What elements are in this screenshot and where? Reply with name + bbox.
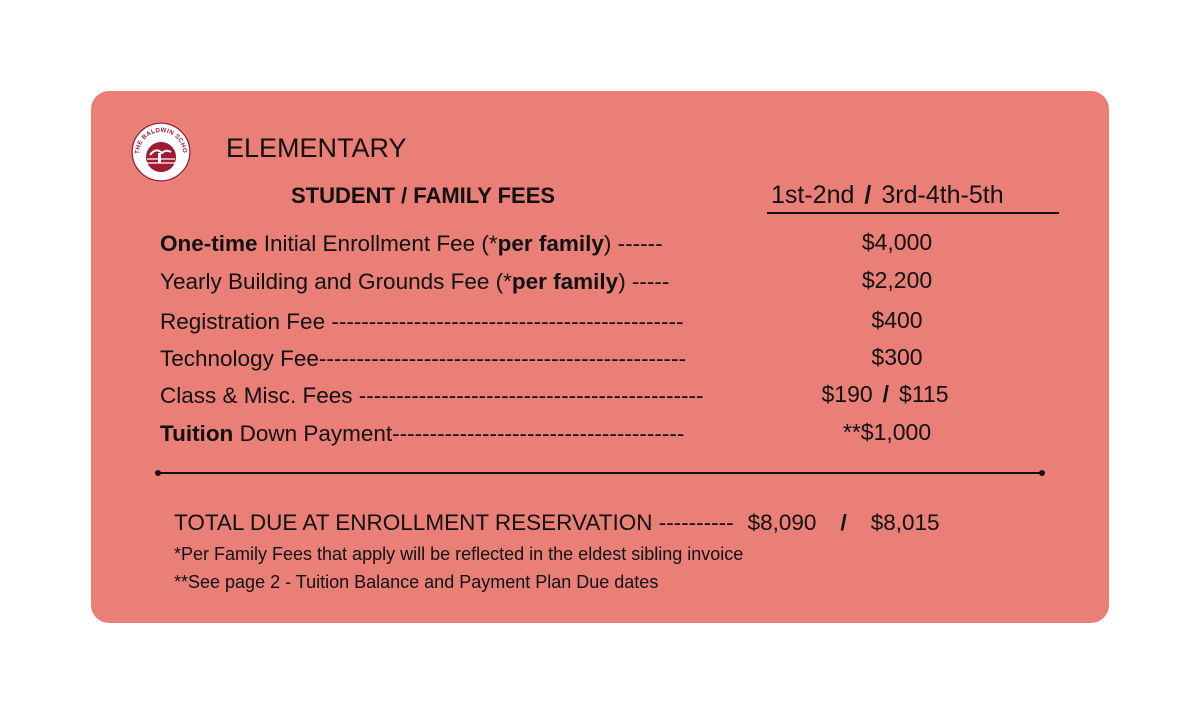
fee-row-class-misc: Class & Misc. Fees ---------------------------------------------- [160, 383, 704, 408]
fee-amount-1: $190 [821, 381, 873, 407]
fee-row-initial-enrollment [160, 231, 663, 257]
fee-label: Yearly Building and Grounds Fee (* [160, 269, 512, 294]
logo-lettering: THE BALDWIN SCHO [133, 126, 189, 155]
grade-separator: / [864, 181, 872, 209]
header-underline [767, 212, 1059, 214]
fee-label-bold: per family [511, 269, 619, 294]
fee-amount-initial-enrollment: $4,000 [861, 229, 933, 255]
school-logo [130, 121, 192, 183]
divider-dot-right [1039, 470, 1045, 476]
total-separator: / [840, 510, 847, 535]
grade-group-2: 3rd-4th-5th [881, 181, 1004, 209]
footnote-tuition-balance: **See page 2 - Tuition Balance and Payment Plan Due dates [174, 572, 659, 592]
grade-group-1: 1st-2nd [771, 181, 855, 209]
fee-label-bold: per family [497, 231, 604, 256]
fee-card [91, 91, 1109, 623]
fee-row-technology: Technology Fee------------------------------------------------- [160, 346, 686, 371]
school-level: ELEMENTARY [226, 133, 407, 163]
fee-amount-technology: $300 [871, 344, 923, 370]
fee-label-bold: Tuition [160, 421, 234, 446]
fee-label: Initial Enrollment Fee (* [257, 231, 498, 256]
fee-row-building-grounds [160, 269, 669, 295]
fee-label-bold: One-time [160, 231, 258, 256]
footnote-per-family: *Per Family Fees that apply will be reflected in the eldest sibling invoice [174, 544, 744, 564]
fee-label: ) ------ [603, 231, 663, 256]
fee-amount-registration: $400 [871, 307, 923, 333]
fee-amount-tuition-down-payment: **$1,000 [842, 419, 932, 445]
grade-columns-header [771, 181, 1004, 210]
total-amount-2: $8,015 [870, 510, 940, 535]
amount-separator: / [882, 381, 890, 407]
fee-amount-2: $115 [899, 381, 949, 407]
fees-heading: STUDENT / FAMILY FEES [291, 183, 556, 208]
total-amount-1: $8,090 [747, 510, 817, 535]
fee-row-registration: Registration Fee ----------------------------------------------- [160, 309, 684, 334]
fee-label: ) ----- [618, 269, 670, 294]
divider-line [157, 472, 1044, 474]
fee-label: Down Payment--------------------------------------- [233, 421, 685, 446]
fee-row-tuition-down-payment [160, 421, 684, 447]
fee-amount-building-grounds: $2,200 [861, 267, 933, 293]
total-row [174, 510, 940, 536]
total-label: TOTAL DUE AT ENROLLMENT RESERVATION ---------- [174, 510, 734, 535]
fee-amount-class-misc [785, 381, 985, 408]
